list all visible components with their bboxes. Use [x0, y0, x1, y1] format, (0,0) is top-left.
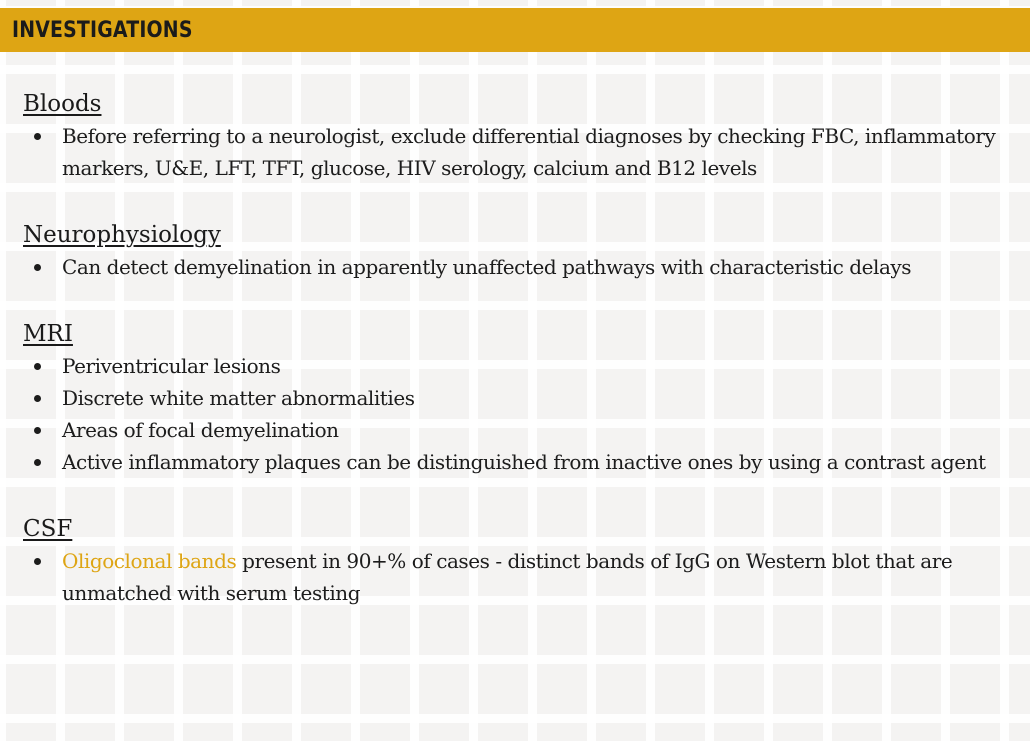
list-item-text: Discrete white matter abnormalities	[62, 386, 415, 410]
section-heading-mri: MRI	[23, 321, 73, 347]
list-item-text: present in 90+% of cases - distinct bands of IgG on Western blot that are unmatched with serum testing	[62, 549, 953, 605]
bloods-list	[23, 120, 1008, 184]
list-item-text: Can detect demyelination in apparently unaffected pathways with characteristic delays	[62, 255, 912, 279]
list-item	[23, 251, 1008, 283]
csf-list	[23, 545, 1008, 609]
list-item	[23, 446, 1008, 478]
section-heading-neurophysiology: Neurophysiology	[23, 222, 221, 248]
bullet-icon	[34, 459, 41, 466]
list-item-text: Active inflammatory plaques can be distinguished from inactive ones by using a contrast agent	[62, 450, 986, 474]
page-title: INVESTIGATIONS	[12, 17, 193, 43]
list-item	[23, 382, 1008, 414]
mri-list	[23, 350, 1008, 478]
section-bloods	[23, 88, 1008, 184]
bullet-icon	[34, 558, 41, 565]
list-item	[23, 545, 1008, 609]
bullet-icon	[34, 264, 41, 271]
bullet-icon	[34, 133, 41, 140]
highlighted-term: Oligoclonal bands	[62, 549, 237, 573]
section-heading-csf: CSF	[23, 516, 73, 542]
list-item	[23, 120, 1008, 184]
neurophysiology-list	[23, 251, 1008, 283]
list-item	[23, 350, 1008, 382]
header-bar	[0, 8, 1030, 52]
section-mri	[23, 318, 1008, 478]
section-neurophysiology	[23, 219, 1008, 283]
list-item-text: Areas of focal demyelination	[62, 418, 339, 442]
bullet-icon	[34, 427, 41, 434]
bullet-icon	[34, 395, 41, 402]
section-heading-bloods: Bloods	[23, 91, 102, 117]
list-item-text: Periventricular lesions	[62, 354, 281, 378]
list-item-text: Before referring to a neurologist, exclude differential diagnoses by checking FBC, inflammatory markers, U&E, LFT, TFT, glucose, HIV serology, calcium and B12 levels	[62, 124, 996, 180]
bullet-icon	[34, 363, 41, 370]
section-csf	[23, 513, 1008, 609]
list-item	[23, 414, 1008, 446]
notes-content	[23, 88, 1008, 609]
